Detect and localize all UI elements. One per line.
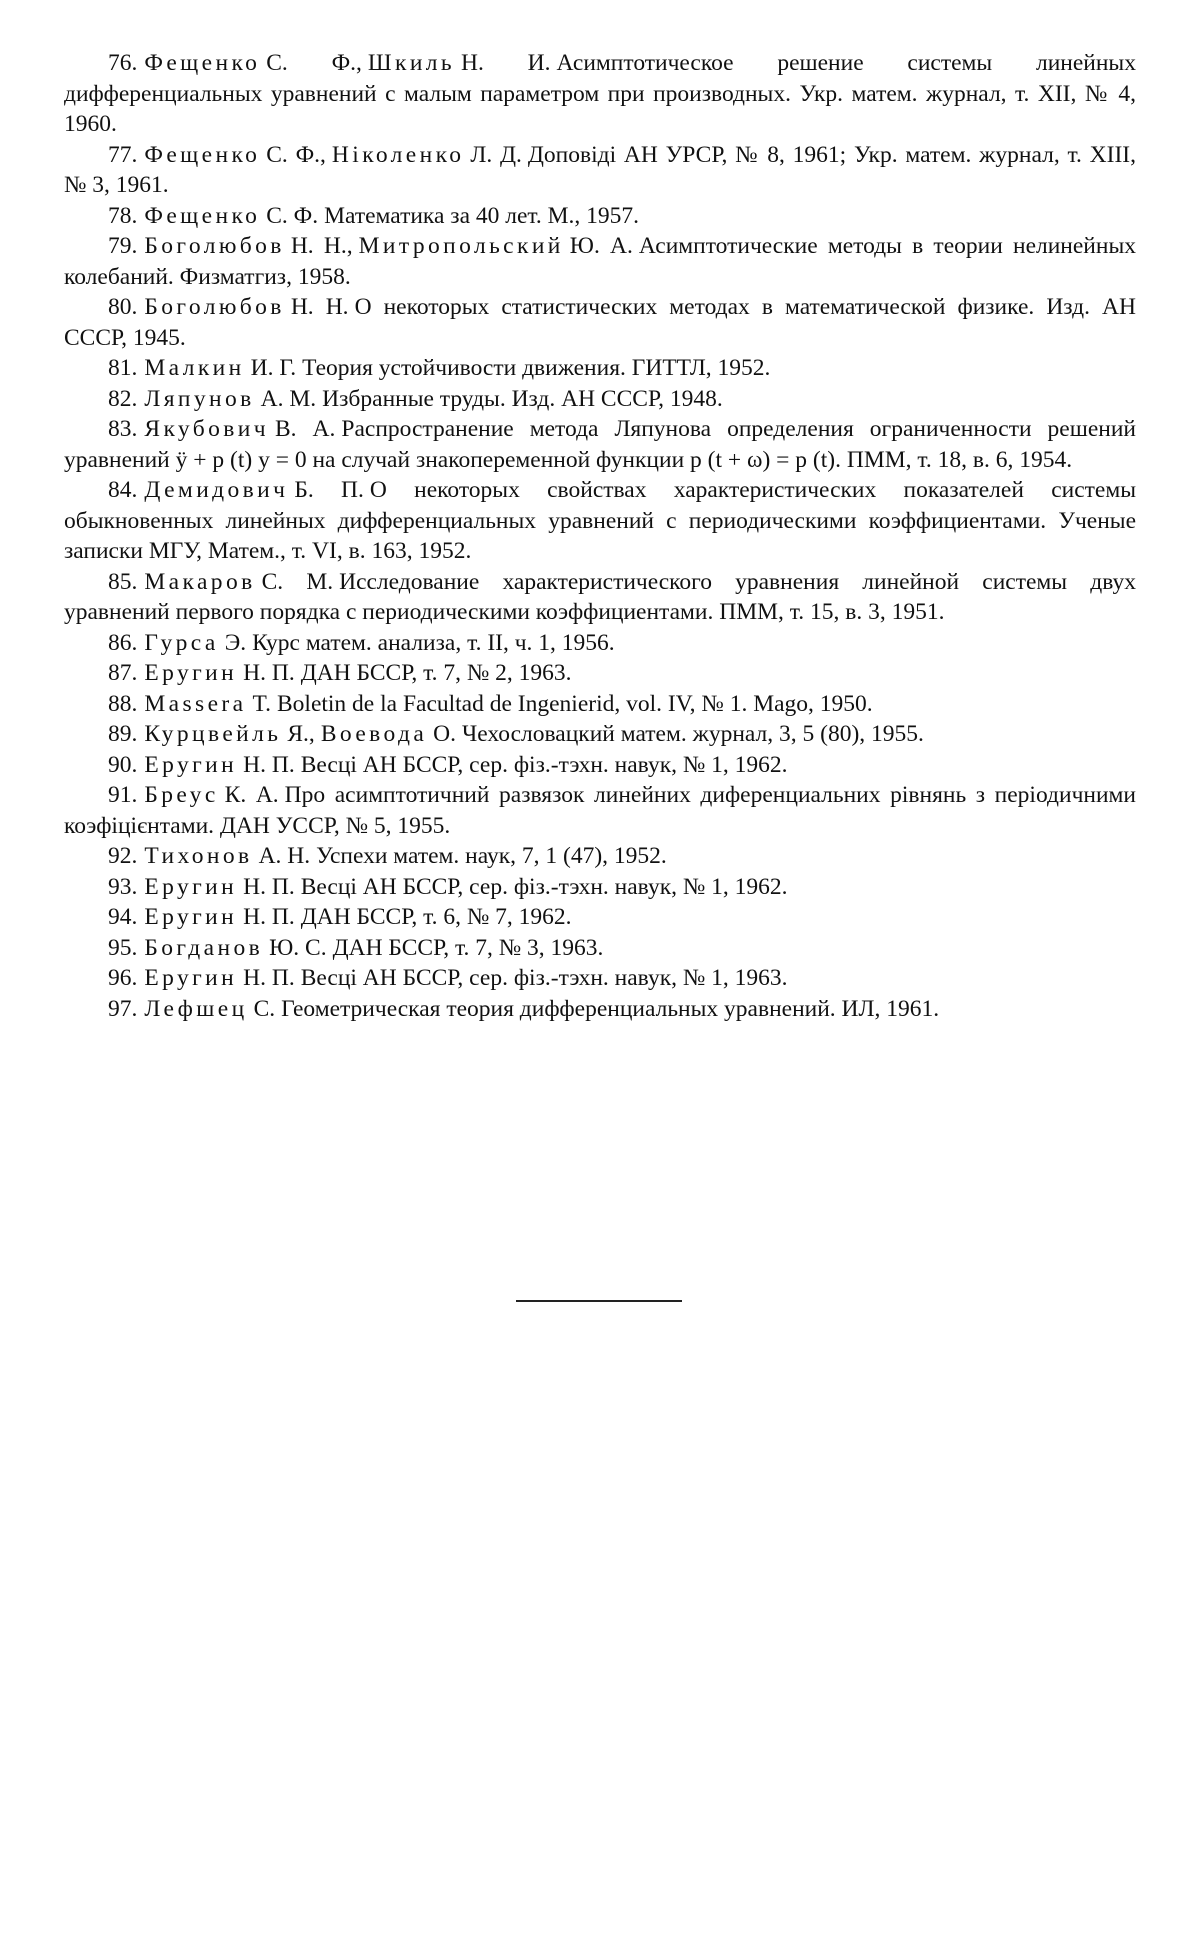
- reference-number: 78.: [108, 202, 138, 229]
- reference-item: [64, 780, 1136, 841]
- reference-item: [64, 140, 1136, 201]
- reference-author: Боголюбов: [144, 294, 285, 320]
- reference-item: [64, 292, 1136, 353]
- reference-text: Про асимптотичний развязок линейних диференциальних рівнянь з періодичними коэфіцієнтами. ДАН УССР, № 5, 1955.: [64, 782, 1136, 839]
- reference-text: ДАН БССР, т. 6, № 7, 1962.: [300, 904, 572, 930]
- reference-author-initials: С. Ф.,: [266, 50, 362, 76]
- reference-item: [64, 201, 1136, 232]
- reference-text: Распространение метода Ляпунова определения ограниченности решений уравнений ÿ + p (t) y = 0 на случай знакопеременной функции p (t + ω) = p (t). ПММ, т. 18, в. 6, 1954.: [64, 416, 1136, 473]
- reference-author: Фещенко: [144, 202, 261, 229]
- reference-number: 76.: [108, 50, 138, 76]
- reference-text: Геометрическая теория дифференциальных уравнений. ИЛ, 1961.: [281, 995, 940, 1022]
- reference-author-initials: С.: [253, 995, 276, 1022]
- reference-author-initials: В. А.: [274, 416, 336, 442]
- reference-number: 86.: [108, 629, 138, 656]
- reference-text: Доповіді АН УРСР, № 8, 1961; Укр. матем. журнал, т. XIII, № 3, 1961.: [64, 141, 1136, 198]
- reference-author: Якубович: [144, 416, 269, 442]
- reference-number: 92.: [108, 843, 138, 869]
- reference-author-initials: Н. Н.: [290, 294, 349, 320]
- reference-text: Асимптотическое решение системы линейных дифференциальных уравнений с малым параметром при производных. Укр. матем. журнал, т. XII, № 4, 1960.: [64, 50, 1136, 137]
- reference-author-2: Ніколенко: [331, 141, 465, 168]
- reference-number: 85.: [108, 568, 138, 595]
- reference-author-initials: С. М.: [261, 568, 334, 595]
- reference-author-2: Митропольский: [358, 233, 564, 259]
- reference-author: Фещенко: [144, 50, 261, 76]
- reference-number: 96.: [108, 965, 138, 991]
- reference-list: [64, 48, 1136, 1024]
- reference-item: [64, 872, 1136, 903]
- reference-item: [64, 567, 1136, 628]
- reference-author-initials: А. Н.: [258, 843, 311, 869]
- reference-number: 89.: [108, 721, 138, 747]
- reference-author-initials: С. Ф.: [266, 202, 319, 229]
- reference-author-2: Воевода: [320, 721, 428, 747]
- reference-number: 95.: [108, 934, 138, 961]
- reference-author-initials: T.: [252, 690, 271, 717]
- reference-number: 81.: [108, 355, 138, 381]
- reference-item: [64, 353, 1136, 384]
- reference-text: Успехи матем. наук, 7, 1 (47), 1952.: [316, 843, 667, 869]
- reference-number: 93.: [108, 873, 138, 900]
- reference-item: [64, 750, 1136, 781]
- reference-number: 90.: [108, 751, 138, 778]
- reference-item: [64, 719, 1136, 750]
- reference-author: Макаров: [144, 568, 256, 595]
- reference-author: Богданов: [144, 934, 264, 961]
- reference-text: Исследование характеристического уравнения линейной системы двух уравнений первого порядка с периодическими коэффициентами. ПММ, т. 15, в. 3, 1951.: [64, 568, 1136, 625]
- reference-author-initials: Э.: [224, 629, 247, 656]
- reference-text: ДАН БССР, т. 7, № 2, 1963.: [300, 660, 572, 686]
- reference-author-initials: К. А.: [224, 782, 279, 808]
- reference-author: Боголюбов: [144, 233, 285, 259]
- reference-text: Курс матем. анализа, т. II, ч. 1, 1956.: [252, 629, 615, 656]
- reference-author: Бреус: [144, 782, 219, 808]
- reference-number: 87.: [108, 660, 138, 686]
- reference-number: 97.: [108, 995, 138, 1022]
- reference-author-initials: А. М.: [260, 385, 317, 412]
- reference-item: [64, 994, 1136, 1025]
- reference-author: Еругин: [144, 904, 238, 930]
- reference-text: О некоторых свойствах характеристических показателей системы обыкновенных линейных дифференциальных уравнений с периодическими коэффициентами. Ученые записки МГУ, Матем., т. VI, в. 163, 1952.: [64, 477, 1136, 564]
- reference-author-2: Шкиль: [367, 50, 456, 76]
- reference-author-initials: Н. П.: [243, 904, 295, 930]
- reference-author: Фещенко: [144, 141, 261, 168]
- reference-author-2-initials: Ю. А.: [569, 233, 633, 259]
- reference-author: Гурса: [144, 629, 219, 656]
- reference-author: Еругин: [144, 751, 238, 778]
- reference-author-initials: Н. П.: [243, 965, 295, 991]
- reference-item: [64, 933, 1136, 964]
- reference-author-initials: Ю. С.: [269, 934, 327, 961]
- reference-author: Тихонов: [144, 843, 253, 869]
- reference-author-initials: Я.,: [287, 721, 315, 747]
- reference-text: Весці АН БССР, сер. фіз.-тэхн. навук, № 1, 1962.: [300, 873, 788, 900]
- reference-author: Демидович: [144, 477, 289, 503]
- reference-author-initials: Н. Н.,: [290, 233, 353, 259]
- reference-text: Избранные труды. Изд. АН СССР, 1948.: [322, 385, 723, 412]
- end-divider-rule: [516, 1300, 682, 1302]
- reference-item: [64, 658, 1136, 689]
- reference-text: Весці АН БССР, сер. фіз.-тэхн. навук, № 1, 1963.: [300, 965, 788, 991]
- reference-author: Massera: [144, 690, 247, 717]
- reference-author-2-initials: О.: [433, 721, 457, 747]
- reference-number: 82.: [108, 385, 138, 412]
- reference-item: [64, 384, 1136, 415]
- reference-text: Чехословацкий матем. журнал, 3, 5 (80), 1955.: [462, 721, 924, 747]
- reference-item: [64, 963, 1136, 994]
- reference-number: 79.: [108, 233, 138, 259]
- reference-author-initials: Н. П.: [243, 660, 295, 686]
- reference-author: Ляпунов: [144, 385, 255, 412]
- reference-number: 83.: [108, 416, 138, 442]
- reference-author: Малкин: [144, 355, 245, 381]
- reference-item: [64, 231, 1136, 292]
- reference-number: 94.: [108, 904, 138, 930]
- reference-author: Еругин: [144, 660, 238, 686]
- reference-author: Лефшец: [144, 995, 248, 1022]
- reference-text: Boletin de la Facultad de Ingenierid, vol. IV, № 1. Mago, 1950.: [276, 690, 873, 717]
- reference-number: 77.: [108, 141, 138, 168]
- reference-item: [64, 628, 1136, 659]
- reference-author-initials: Н. П.: [243, 751, 295, 778]
- reference-number: 84.: [108, 477, 138, 503]
- reference-text: Теория устойчивости движения. ГИТТЛ, 1952.: [302, 355, 771, 381]
- reference-item: [64, 414, 1136, 475]
- reference-number: 88.: [108, 690, 138, 717]
- reference-text: Весці АН БССР, сер. фіз.-тэхн. навук, № 1, 1962.: [300, 751, 788, 778]
- reference-author: Еругин: [144, 965, 238, 991]
- reference-item: [64, 902, 1136, 933]
- reference-author: Еругин: [144, 873, 238, 900]
- reference-author: Курцвейль: [144, 721, 282, 747]
- reference-item: [64, 689, 1136, 720]
- reference-item: [64, 841, 1136, 872]
- reference-item: [64, 48, 1136, 140]
- reference-item: [64, 475, 1136, 567]
- reference-author-initials: И. Г.: [250, 355, 297, 381]
- reference-author-2-initials: Л. Д.: [470, 141, 522, 168]
- reference-text: О некоторых статистических методах в математической физике. Изд. АН СССР, 1945.: [64, 294, 1136, 351]
- reference-text: Асимптотические методы в теории нелинейных колебаний. Физматгиз, 1958.: [64, 233, 1136, 290]
- reference-author-initials: С. Ф.,: [266, 141, 326, 168]
- reference-author-2-initials: Н. И.: [461, 50, 551, 76]
- reference-author-initials: Н. П.: [243, 873, 295, 900]
- reference-number: 80.: [108, 294, 138, 320]
- reference-author-initials: Б. П.: [294, 477, 364, 503]
- reference-text: ДАН БССР, т. 7, № 3, 1963.: [332, 934, 604, 961]
- reference-text: Математика за 40 лет. М., 1957.: [324, 202, 640, 229]
- reference-number: 91.: [108, 782, 138, 808]
